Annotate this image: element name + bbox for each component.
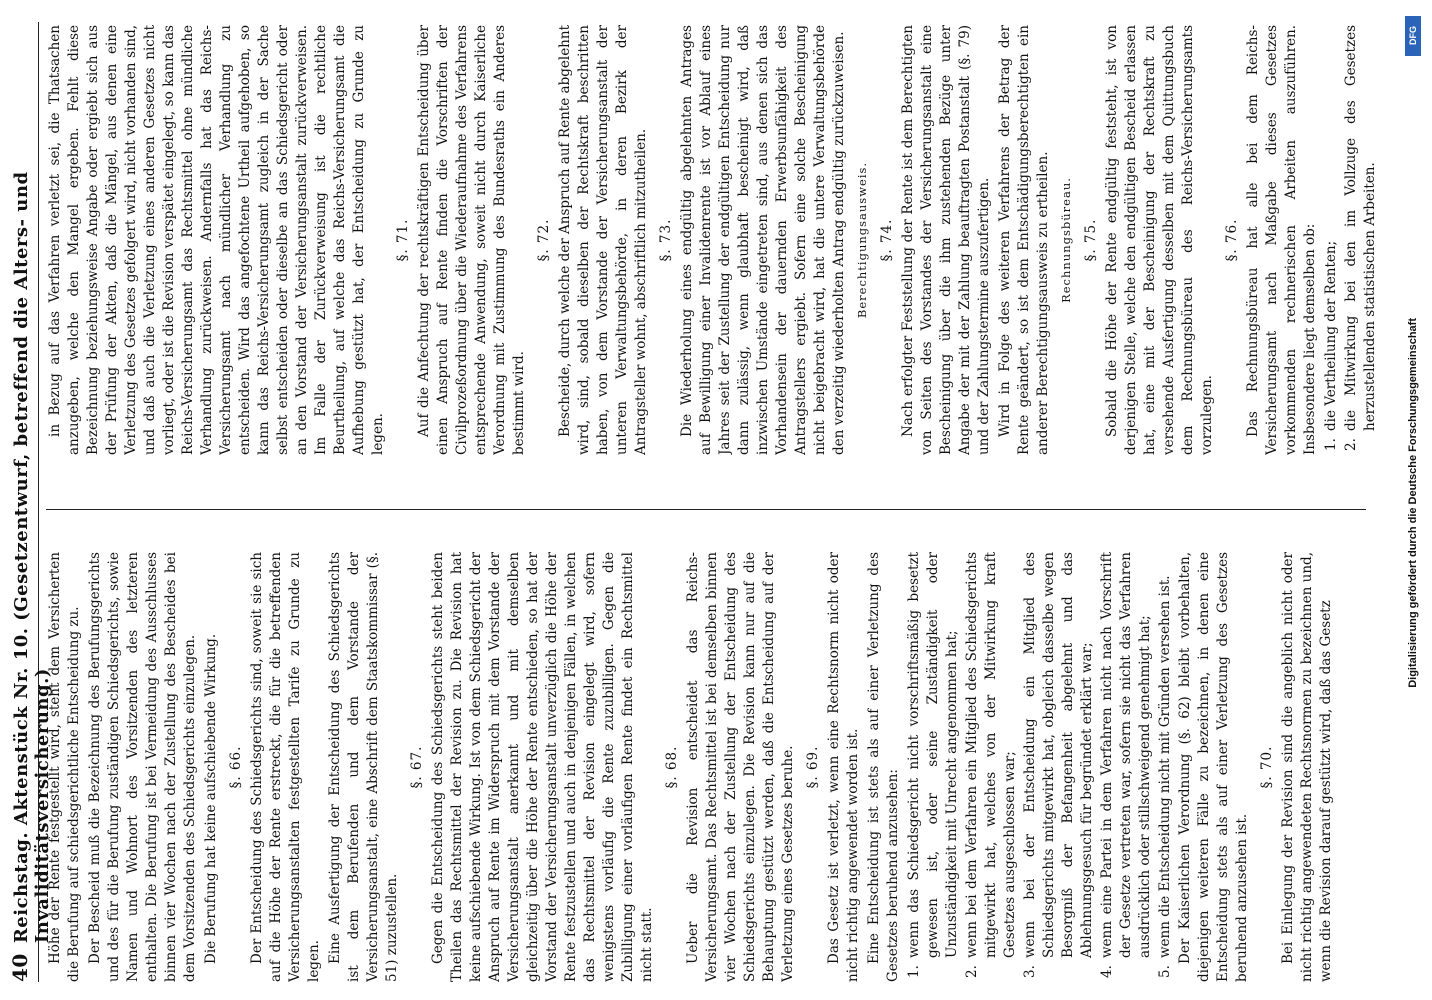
section-heading: §. 69. <box>805 745 821 789</box>
item-number: 2. <box>1343 438 1359 451</box>
subheading: Rechnungsbüreau. <box>1059 177 1073 303</box>
paragraph: Auf die Anfechtung der rechtskräftigen Entscheidung über einen Anspruch auf Rente finden die Vorschriften der Civilprozeßordnung über die Wiederaufnahme des Verfahrens entsprechende Anwendung, soweit nicht durch Kaiserliche Verordnung mit Zustimmung des Bundesraths ein Anderes bestimmt wird. <box>416 25 527 455</box>
paragraph: Das Gesetz ist verletzt, wenn eine Rechtsnorm nicht oder nicht richtig angewendet worden ist. <box>826 552 861 982</box>
column-divider <box>46 509 1366 510</box>
item-text: wenn eine Partei in dem Verfahren nicht nach Vorschrift der Gesetze vertreten war, sofern sie nicht das Verfahren ausdrücklich oder stillschweigend genehmigt hat; <box>1099 552 1153 958</box>
page-title: Reichstag. Aktenstück Nr. 10. (Gesetzentwurf, betreffend die Alters- und Invaliditätsversicherung.) <box>11 171 53 944</box>
paragraph: Die Wiederholung eines endgültig abgelehnten Antrages auf Bewilligung einer Invalidenrente ist vor Ablauf eines Jahres seit der Zustellung der endgültigen Entscheidung nur dann zulässig, wenn glaubhaft bescheinigt wird, daß inzwischen Umstände eingetreten sind, aus denen sich das Vorhandensein der dauernden Erwerbsunfähigkeit des Antragstellers ergiebt. Sofern eine solche Bescheinigung nicht beigebracht wird, hat die untere Verwaltungsbehörde den verzeitig wiederholten Antrag endgültig zurückzuweisen. <box>679 25 847 455</box>
dfg-stamp-text: Digitalisierung gefördert durch die Deutsche Forschungsgemeinschaft <box>1407 317 1419 688</box>
enumerated-item <box>1021 552 1097 982</box>
item-number: 4. <box>1099 965 1115 978</box>
paragraph: Bescheide, durch welche der Anspruch auf Rente abgelehnt wird, sind, sobald dieselben der Rechtskraft beschritten haben, von dem Vorstande der Versicherungsanstalt der unteren Verwaltungsbehörde, in deren Bezirk der Antragsteller wohnt, abschriftlich mitzutheilen. <box>557 25 649 455</box>
paragraph: Der Bescheid muß die Bezeichnung des Berufungsgerichts und des für die Berufung zuständigen Schiedsgerichts, sowie Namen und Wohnort des Vorsitzenden des letzteren enthalten. Die Berufung ist bei Vermeidung des Ausschlusses binnen vier Wochen nach der Zustellung des Bescheides bei dem Vorsitzenden des Schiedsgerichts einzulegen. <box>87 552 198 982</box>
item-text: die Mitwirkung bei den im Vollzuge des Gesetzes herzustellenden statistischen Arbeiten. <box>1343 25 1378 431</box>
paragraph: Der Kaiserlichen Verordnung (§. 62) bleibt vorbehalten, diejenigen weiteren Fälle zu bezeichnen, in denen eine Entscheidung stets als auf einer Verletzung des Gesetzes beruhend anzusehen ist. <box>1177 552 1250 982</box>
enumerated-item <box>963 552 1020 982</box>
paragraph: in Bezug auf das Verfahren verletzt sei, die Thatsachen anzugeben, welche den Mangel ergeben. Fehlt diese Bezeichnung beziehungsweise Angabe oder ergiebt sich aus der Prüfung der Akten, daß die Mängel, aus denen eine Verletzung des Gesetzes gefolgert wird, nicht vorhanden sind, und daß auch die Verletzung eines anderen Gesetzes nicht vorliegt, oder ist die Revision verspätet eingelegt, so kann das Reichs-Versicherungsamt das Rechtsmittel ohne mündliche Verhandlung zurückweisen. Andernfalls hat das Reichs-Versicherungsamt nach mündlicher Verhandlung zu entscheiden. Wird das angefochtene Urtheil aufgehoben, so kann das Reichs-Versicherungsamt zugleich in der Sache selbst entscheiden oder dieselbe an das Schiedsgericht oder an den Vorstand der Versicherungsanstalt zurückverweisen. Im Falle der Zurückverweisung ist die rechtliche Beurtheilung, auf welche das Reichs-Versicherungsamt die Aufhebung gestützt hat, der Entscheidung zu Grunde zu legen. <box>47 25 386 455</box>
paragraph: Der Entscheidung des Schiedsgerichts sind, soweit sie sich auf die Höhe der Rente erstreckt, die für die betreffenden Versicherungsanstalten festgestellten Tarife zu Grunde zu legen. <box>249 552 322 982</box>
paragraph: Das Rechnungsbüreau hat alle bei dem Reichs-Versicherungsamt nach Maßgabe dieses Gesetzes vorkommenden rechnerischen Arbeiten auszuführen. Insbesondere liegt demselben ob: <box>1245 25 1318 455</box>
subheading: Berechtigungsausweis. <box>855 161 869 319</box>
enumerated-item <box>1322 25 1341 455</box>
item-number: 1. <box>1323 438 1339 451</box>
item-number: 5. <box>1157 965 1173 978</box>
section-heading: §. 75. <box>1083 218 1099 262</box>
enumerated-item <box>1342 25 1380 455</box>
enumerated-item <box>1156 552 1175 982</box>
enumerated-item <box>1098 552 1155 982</box>
section-heading: §. 67. <box>409 745 425 789</box>
enumerated-item <box>905 552 962 982</box>
paragraph: Eine Ausfertigung der Entscheidung des Schiedsgerichts ist dem Berufenden und dem Vorstande der Versicherungsanstalt, eine Abschrift dem Staatskommissar (§. 51) zuzustellen. <box>327 552 400 982</box>
dfg-logo: DFG <box>1405 16 1421 56</box>
section-heading: §. 66. <box>228 745 244 789</box>
item-number: 3. <box>1022 965 1038 978</box>
section-heading: §. 74. <box>879 218 895 262</box>
item-text: die Vertheilung der Renten; <box>1323 240 1339 431</box>
dfg-stamp <box>1398 10 1428 995</box>
section-heading: §. 71. <box>395 218 411 262</box>
right-column <box>46 25 1386 455</box>
item-text: wenn bei der Entscheidung ein Mitglied des Schiedsgerichts mitgewirkt hat, obgleich dasselbe wegen Besorgniß der Befangenheit abgelehnt und das Ablehnungsgesuch für begründet erklärt war; <box>1022 552 1095 958</box>
paragraph: Nach erfolgter Feststellung der Rente ist dem Berechtigten von Seiten des Vorstandes der Versicherungsanstalt eine Bescheinigung über die ihm zustehenden Bezüge unter Angabe der mit der Zahlung beauftragten Postanstalt (§. 79) und der Zahlungstermine auszufertigen. <box>900 25 992 455</box>
page-header <box>8 22 53 982</box>
item-text: wenn bei dem Verfahren ein Mitglied des Schiedsgerichts mitgewirkt hat, welches von der Mitwirkung kraft Gesetzes ausgeschlossen war; <box>964 552 1018 958</box>
section-heading: §. 73. <box>658 218 674 262</box>
page-number: 40 <box>8 953 32 982</box>
paragraph: Ueber die Revision entscheidet das Reichs-Versicherungsamt. Das Rechtsmittel ist bei demselben binnen vier Wochen nach der Zustellung der Entscheidung des Schiedsgerichts einzulegen. Die Revision kann nur auf die Behauptung gestützt werden, daß die Entscheidung auf der Verletzung eines Gesetzes beruhe. <box>685 552 796 982</box>
section-heading: §. 68. <box>664 745 680 789</box>
paragraph: Bei Einlegung der Revision sind die angeblich nicht oder nicht richtig angewendeten Rechtsnormen zu bezeichnen und, wenn die Revision darauf gestützt wird, daß das Gesetz <box>1280 552 1334 982</box>
paragraph: Gegen die Entscheidung des Schiedsgerichts steht beiden Theilen das Rechtsmittel der Revision zu. Die Revision hat keine aufschiebende Wirkung. Ist von dem Schiedsgericht der Anspruch auf Rente im Widerspruch mit dem Vorstande der Versicherungsanstalt anerkannt und mit demselben gleichzeitig über die Höhe der Rente entschieden, so hat der Vorstand der Versicherungsanstalt unverzüglich die Höhe der Rente festzustellen und auch in denjenigen Fällen, in welchen das Rechtsmittel der Revision eingelegt wird, sofern wenigstens vorläufig die Rente zuzubilligen. Gegen die Zubilligung einer vorläufigen Rente findet ein Rechtsmittel nicht statt. <box>430 552 655 982</box>
paragraph: Eine Entscheidung ist stets als auf einer Verletzung des Gesetzes beruhend anzusehen: <box>866 552 901 982</box>
paragraph: Höhe der Rente festgestellt wird, steht dem Versicherten die Berufung auf schiedsgerichtliche Entscheidung zu. <box>47 552 82 982</box>
section-heading: §. 70. <box>1259 745 1275 789</box>
item-number: 1. <box>906 965 922 978</box>
section-heading: §. 72. <box>536 218 552 262</box>
item-number: 2. <box>964 965 980 978</box>
item-text: wenn das Schiedsgericht nicht vorschriftsmäßig besetzt gewesen ist, oder seine Zuständigkeit oder Unzuständigkeit mit Unrecht angenommen hat; <box>906 552 960 958</box>
paragraph: Sobald die Höhe der Rente endgültig feststeht, ist von derjenigen Stelle, welche den endgültigen Bescheid erlassen hat, eine mit der Bescheinigung der Rechtskraft zu versehende Ausfertigung desselben mit dem Quittungsbuch dem Rechnungsbüreau des Reichs-Versicherungsamts vorzulegen. <box>1104 25 1215 455</box>
item-text: wenn die Entscheidung nicht mit Gründen versehen ist. <box>1157 575 1173 958</box>
left-column <box>46 552 1386 982</box>
paragraph: Die Berufung hat keine aufschiebende Wirkung. <box>203 633 219 964</box>
section-heading: §. 76. <box>1224 218 1240 262</box>
paragraph: Wird in Folge des weiteren Verfahrens der Betrag der Rente geändert, so ist dem Entschädigungsberechtigten ein anderer Berechtigungsausweis zu ertheilen. <box>997 25 1051 455</box>
